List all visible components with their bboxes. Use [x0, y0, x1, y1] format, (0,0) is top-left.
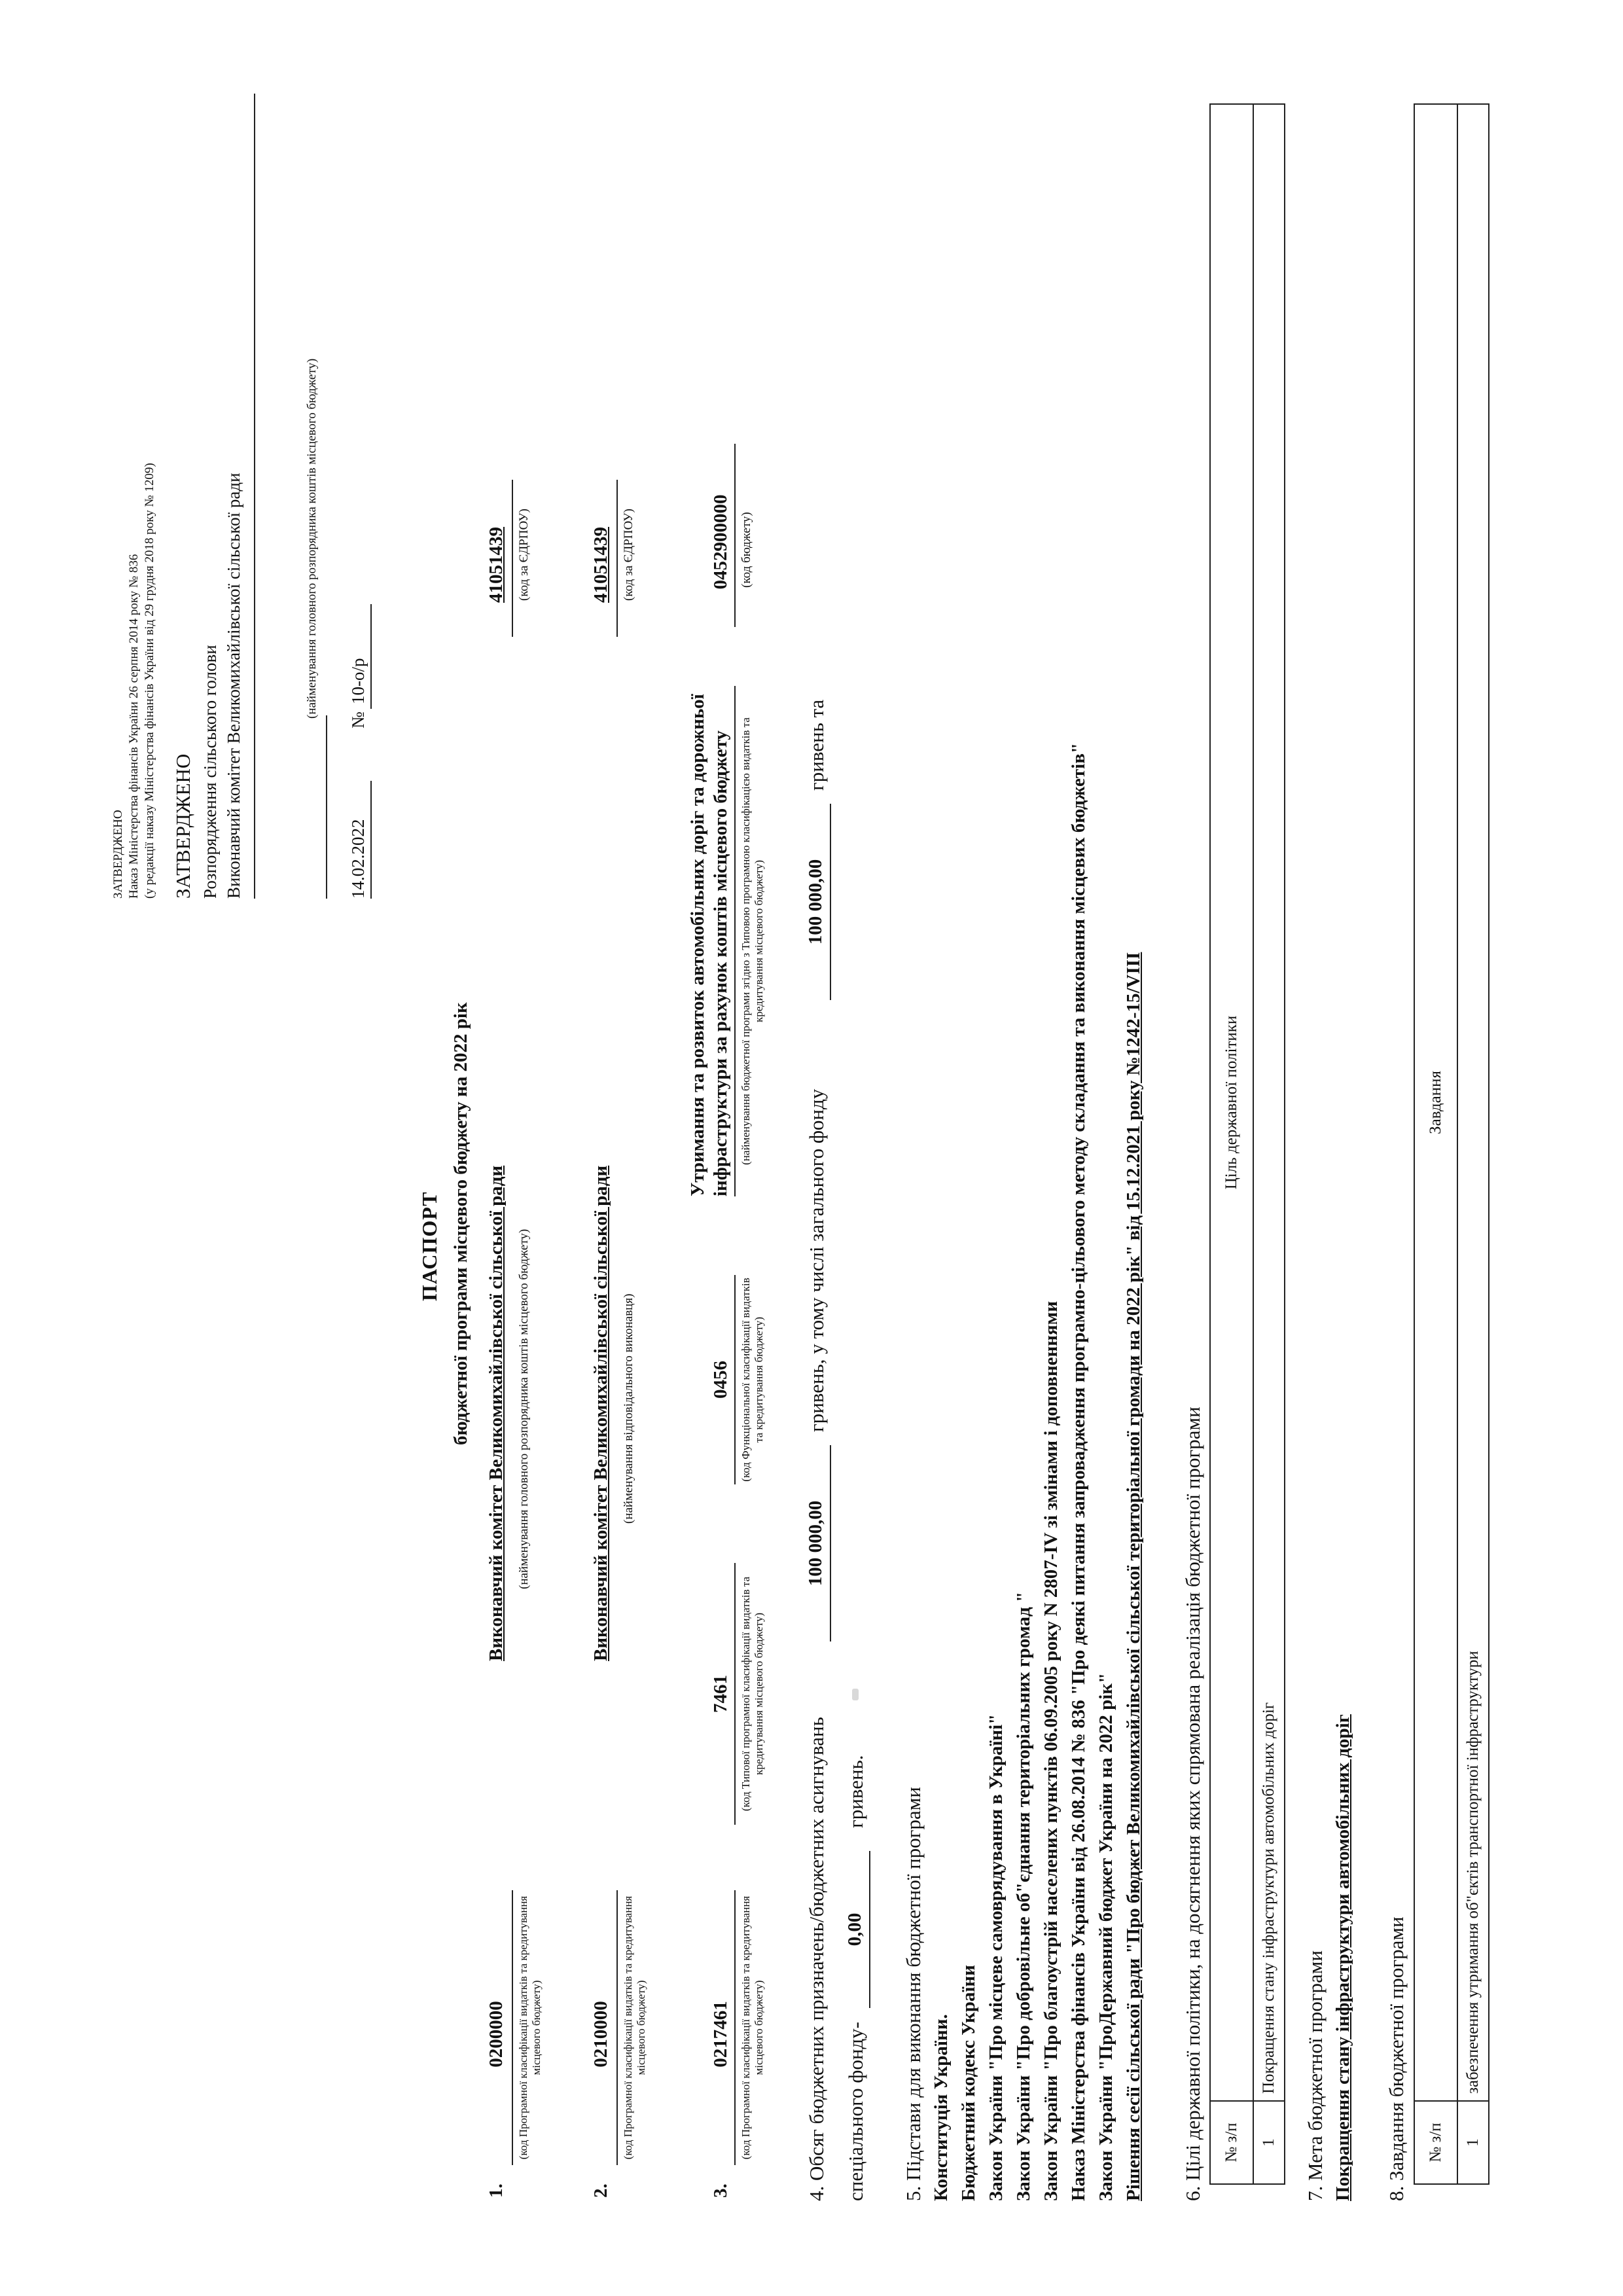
- section8-header-row: [1414, 104, 1457, 2184]
- section2-code-line: [616, 1890, 618, 2165]
- section3-tpkvk-caption: (код Типової програмної класифікації видатків та кредитування місцевого бюджету): [740, 1576, 766, 1812]
- section3-tpkvk: 7461: [710, 1675, 731, 1713]
- section6-col-num: № з/п: [1210, 2101, 1253, 2184]
- section2-edrpou-caption: (код за ЄДРПОУ): [622, 509, 635, 601]
- section5-line-3: Закон України "Про місцеве самоврядування в Україні": [986, 1713, 1007, 2201]
- approval-rule: [326, 715, 327, 899]
- section5-line-1: Конституція України.: [931, 2014, 952, 2201]
- section3-name-line1: Утримання та розвиток автомобільних доріг та дорожньої: [687, 694, 708, 1196]
- approved-label: ЗАТВЕРДЖЕНО: [111, 810, 125, 899]
- section5-line-8: Рішення сесії сільської ради "Про бюджет Великомихайлівської сільської територіальної громади на 2022 рік" від 15.12.2021 року №1242-15/VIII: [1123, 952, 1144, 2201]
- approval-executive: Виконавчий комітет Великомихайлівської сільської ради: [224, 473, 243, 899]
- section3-budget-code: 0452900000: [710, 494, 731, 590]
- section2-number: 2.: [590, 2183, 611, 2198]
- scan-speck: [852, 1689, 859, 1700]
- edition-line: (у редакції наказу Міністерства фінансів України від 29 грудня 2018 року № 1209): [143, 463, 156, 899]
- section6-col-goal: Ціль державної політики: [1210, 104, 1253, 2101]
- document-title: ПАСПОРТ: [418, 1191, 441, 1301]
- section2-name-caption: (найменування відповідального виконавця): [622, 1293, 635, 1524]
- section4-special: 0,00: [844, 1912, 865, 1946]
- section6-table: [1209, 103, 1285, 2185]
- table-row: [1457, 104, 1489, 2184]
- section3-code: 0217461: [710, 2001, 731, 2068]
- section3-name-caption: (найменування бюджетної програми згідно з Типовою програмною класифікацією видатків та кредитування місцевого бюджету): [740, 717, 766, 1165]
- section4-text-end: гривень та: [805, 699, 828, 791]
- section2-edrpou-line: [616, 480, 618, 637]
- section6-row1-text: Покращення стану інфраструктури автомобільних доріг: [1253, 104, 1285, 2101]
- section6-heading: 6. Цілі державної політики, на досягнення яких спрямована реалізація бюджетної програми: [1181, 1407, 1204, 2201]
- section7-heading: 7. Мета бюджетної програми: [1304, 1950, 1327, 2201]
- number-underline: [370, 604, 372, 709]
- date-underline: [370, 781, 372, 899]
- section3-budget-code-caption: (код бюджету): [740, 512, 753, 588]
- section1-edrpou: 41051439: [486, 527, 507, 603]
- section3-fkvk-line: [734, 1275, 736, 1484]
- section8-table: [1414, 103, 1489, 2185]
- section2-name: Виконавчий комітет Великомихайлівської сільської ради: [590, 1165, 611, 1661]
- section1-edrpou-caption: (код за ЄДРПОУ): [517, 509, 531, 601]
- section3-budget-code-line: [734, 444, 736, 627]
- section1-code: 0200000: [486, 2001, 507, 2068]
- section3-fkvk-caption: (код Функціональної класифікації видатків та кредитування бюджету): [740, 1278, 766, 1482]
- section8-row1-text: забезпечення утримання об"єктів транспортної інфраструктури: [1457, 104, 1489, 2101]
- section1-name-caption: (найменування головного розпорядника коштів місцевого бюджету): [517, 1229, 531, 1589]
- section3-number: 3.: [710, 2183, 731, 2198]
- order-by: Розпорядження сільського голови: [200, 645, 220, 899]
- table-row: [1253, 104, 1285, 2184]
- approved-label-2: ЗАТВЕРДЖЕНО: [171, 753, 194, 899]
- section6-row1-num: 1: [1253, 2101, 1285, 2184]
- section8-col-num: № з/п: [1414, 2101, 1457, 2184]
- approval-number: 10-о/р: [348, 658, 368, 704]
- section2-code: 0210000: [590, 2001, 611, 2068]
- section4-special-label: спеціального фонду-: [844, 2021, 867, 2201]
- section1-edrpou-line: [512, 480, 513, 637]
- section3-name-line2: інфраструктури за рахунок коштів місцевого бюджету: [710, 730, 731, 1196]
- section4-total-line: [830, 1445, 831, 1641]
- section1-name: Виконавчий комітет Великомихайлівської сільської ради: [486, 1165, 507, 1661]
- section5-line-7: Закон України "ПроДержавний бюджет України на 2022 рік": [1096, 1672, 1116, 2201]
- section3-fkvk: 0456: [710, 1361, 731, 1399]
- section4-special-line: [869, 1851, 870, 2008]
- section4-general-line: [830, 804, 831, 1000]
- section5-heading: 5. Підстави для виконання бюджетної програми: [902, 1787, 925, 2201]
- section4-text-mid: гривень, у тому числі загального фонду: [805, 1088, 828, 1432]
- section1-number: 1.: [486, 2183, 507, 2198]
- section5-line-2: Бюджетний кодекс України: [958, 1965, 979, 2201]
- document-subtitle: бюджетної програми місцевого бюджету на 2022 рік: [450, 1002, 471, 1445]
- approval-number-prefix: №: [348, 711, 368, 728]
- approval-date: 14.02.2022: [348, 819, 368, 899]
- section2-code-caption: (код Програмної класифікації видатків та кредитування місцевого бюджету): [622, 1895, 648, 2160]
- section8-row1-num: 1: [1457, 2101, 1489, 2184]
- section4-total: 100 000,00: [805, 1500, 826, 1587]
- section7-text: Покращення стану інфраструктури автомобільних доріг: [1332, 1714, 1353, 2201]
- section6-header-row: [1210, 104, 1253, 2184]
- section1-code-line: [512, 1890, 513, 2165]
- section8-col-task: Завдання: [1414, 104, 1457, 2101]
- section5-line-4: Закон України "Про добровільне об"єднання територіальних громад ": [1013, 1591, 1034, 2201]
- section1-code-caption: (код Програмної класифікації видатків та кредитування місцевого бюджету): [517, 1895, 543, 2160]
- section2-edrpou: 41051439: [590, 527, 611, 603]
- section3-tpkvk-line: [734, 1563, 736, 1825]
- section8-heading: 8. Завдання бюджетної програми: [1385, 1916, 1408, 2201]
- section3-name-line: [734, 686, 736, 1196]
- section3-code-line: [734, 1890, 736, 2165]
- order-line: Наказ Міністерства фінансів України 26 серпня 2014 року № 836: [127, 554, 141, 899]
- section4-general: 100 000,00: [805, 859, 826, 945]
- section5-line-5: Закон України "Про благоустрій населених пунктів 06.09.2005 року N 2807-IV зі змінами і доповненнями: [1041, 1300, 1061, 2201]
- section4-label: 4. Обсяг бюджетних призначень/бюджетних асигнувань: [805, 1717, 828, 2201]
- section3-code-caption: (код Програмної класифікації видатків та кредитування місцевого бюджету): [740, 1895, 766, 2160]
- section5-line-6: Наказ Міністерства фінансів України від 26.08.2014 № 836 "Про деякі питання запровадження програмно-цільового методу складання та виконання місцевих бюджетів": [1068, 743, 1089, 2201]
- section4-currency: гривень.: [844, 1755, 867, 1828]
- approval-caption: (найменування головного розпорядника коштів місцевого бюджету): [305, 358, 319, 719]
- approval-underline: [254, 94, 255, 899]
